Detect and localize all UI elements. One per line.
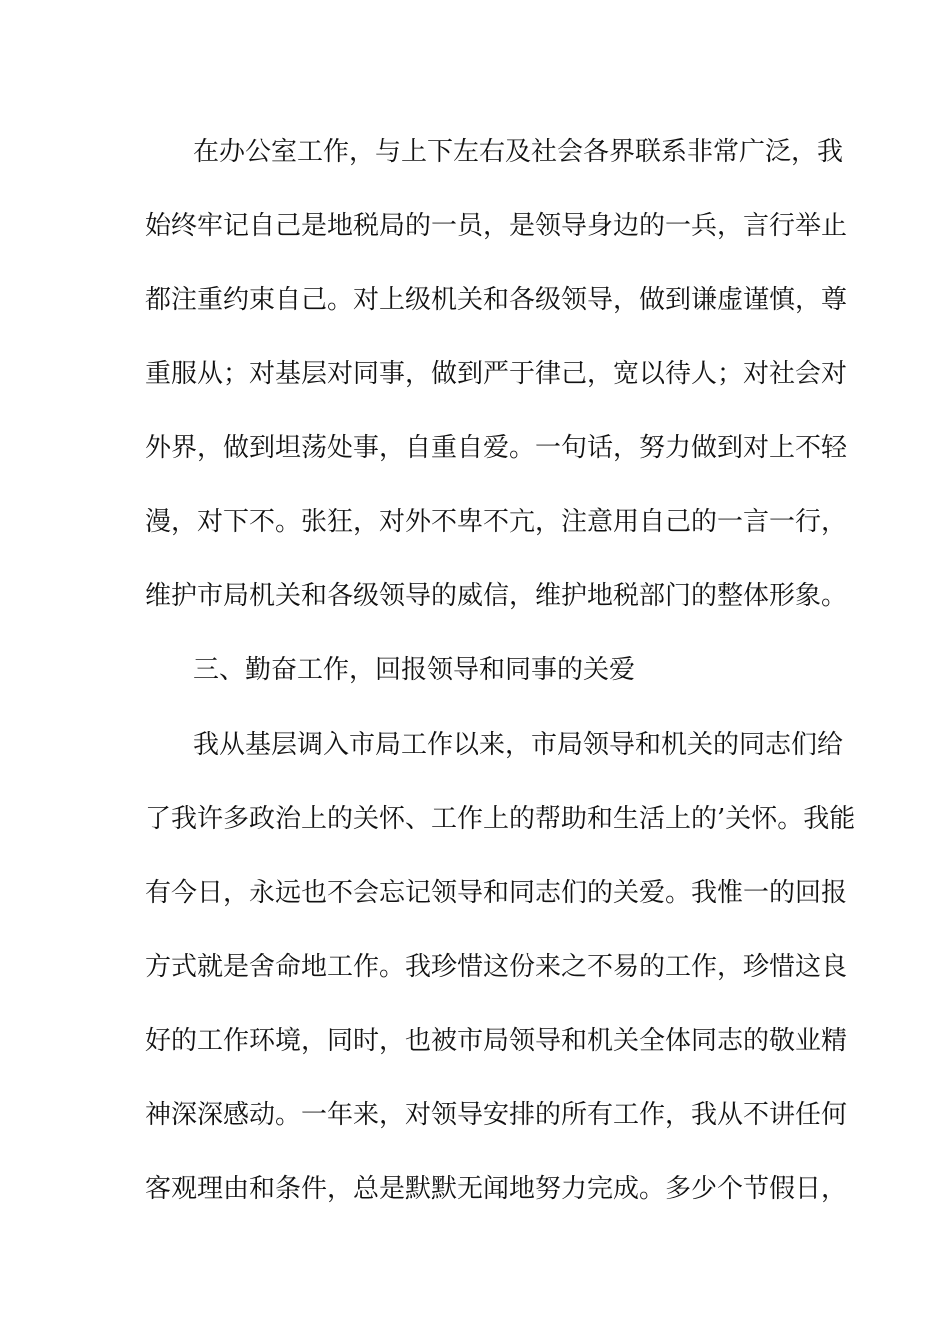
paragraph-1-line-6: 漫，对下不。张狂，对外不卑不亢，注意用自己的一言一行， (145, 507, 848, 537)
paragraph-2-line-1: 我从基层调入市局工作以来，市局领导和机关的同志们给 (193, 730, 844, 760)
paragraph-2-line-2: 了我许多政治上的关怀、工作上的帮助和生活上的’关怀。我能 (145, 804, 856, 834)
paragraph-1-line-7: 维护市局机关和各级领导的威信，维护地税部门的整体形象。 (145, 581, 848, 611)
paragraph-2-line-7: 客观理由和条件，总是默默无闻地努力完成。多少个节假日， (145, 1174, 848, 1204)
section-heading: 三、勤奋工作，回报领导和同事的关爱 (193, 655, 636, 685)
paragraph-1-line-1: 在办公室工作，与上下左右及社会各界联系非常广泛，我 (193, 137, 844, 167)
paragraph-1-line-3: 都注重约束自己。对上级机关和各级领导，做到谦虚谨慎，尊 (145, 285, 848, 315)
paragraph-1-line-2: 始终牢记自己是地税局的一员，是领导身边的一兵，言行举止 (145, 211, 848, 241)
paragraph-2-line-3: 有今日，永远也不会忘记领导和同志们的关爱。我惟一的回报 (145, 878, 848, 908)
paragraph-2-line-5: 好的工作环境，同时，也被市局领导和机关全体同志的敬业精 (145, 1026, 848, 1056)
paragraph-1-line-5: 外界，做到坦荡处事，自重自爱。一句话，努力做到对上不轻 (145, 433, 848, 463)
paragraph-1-line-4: 重服从；对基层对同事，做到严于律己，宽以待人；对社会对 (145, 359, 848, 389)
paragraph-2-line-6: 神深深感动。一年来，对领导安排的所有工作，我从不讲任何 (145, 1100, 848, 1130)
paragraph-2-line-4: 方式就是舍命地工作。我珍惜这份来之不易的工作，珍惜这良 (145, 952, 848, 982)
